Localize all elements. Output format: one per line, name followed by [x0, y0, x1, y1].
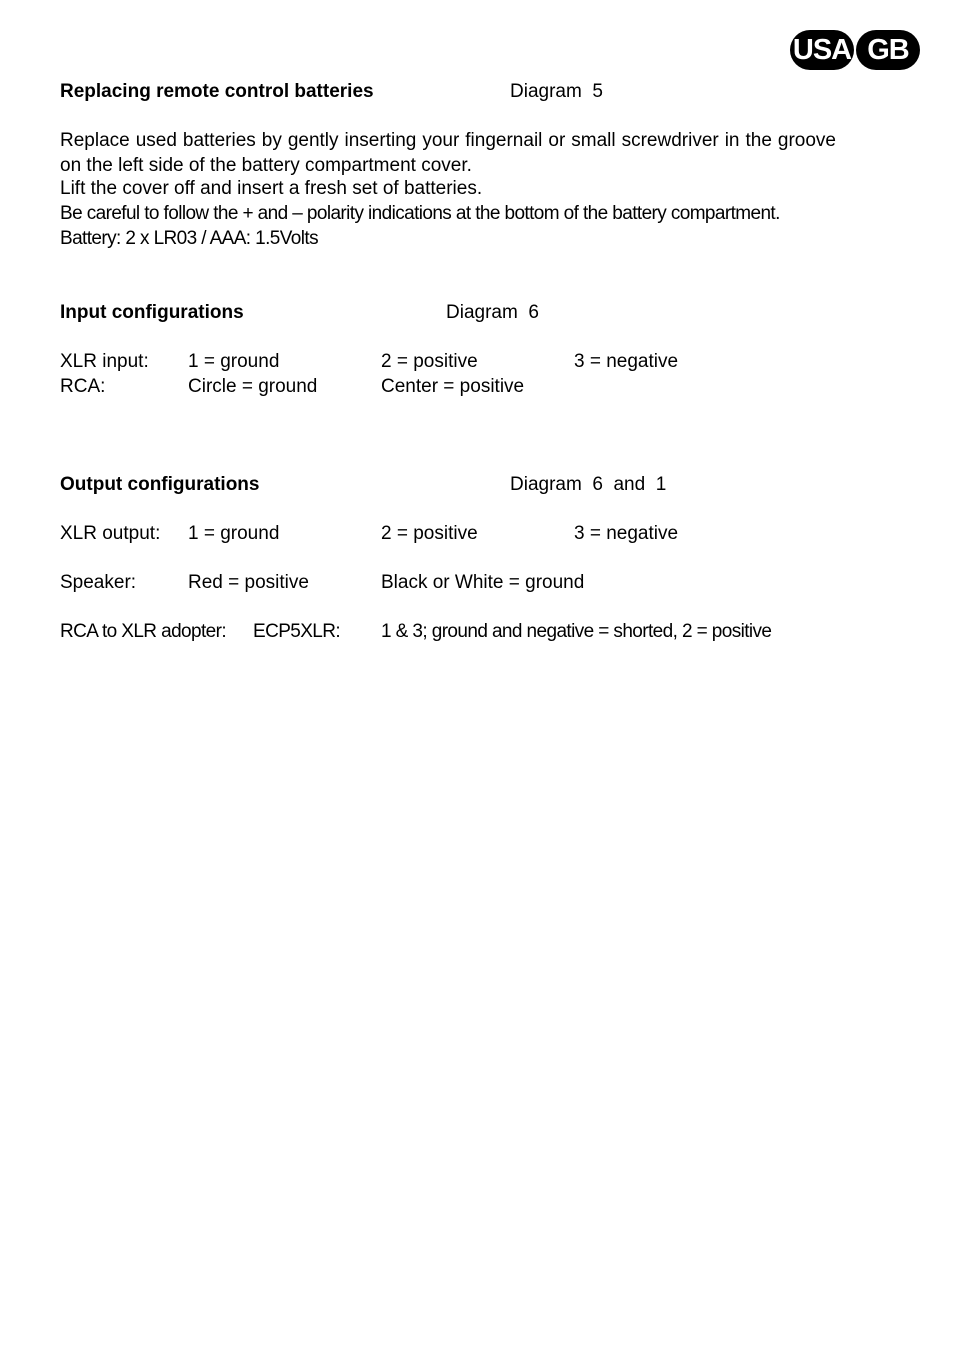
row-col2: Black or White = ground [381, 572, 585, 593]
gb-badge: GB [856, 30, 920, 70]
row-col1: Circle = ground [188, 376, 318, 397]
output-heading: Output configurations [60, 474, 260, 495]
input-heading: Input configurations [60, 302, 244, 323]
batteries-type-line: Battery: 2 x LR03 / AAA: 1.5Volts [60, 228, 318, 249]
batteries-heading: Replacing remote control batteries [60, 81, 374, 102]
row-col1: Red = positive [188, 572, 309, 593]
row-label: XLR output: [60, 523, 161, 544]
row-label: RCA: [60, 376, 106, 397]
row-col2: 2 = positive [381, 523, 478, 544]
batteries-diagram-ref: Diagram 5 [510, 81, 603, 102]
batteries-polarity-line: Be careful to follow the + and – polarity indications at the bottom of the battery compartment. [60, 203, 780, 224]
batteries-paragraph: Replace used batteries by gently inserting your fingernail or small screwdriver in the groove on the left side of the battery compartment cover. [60, 130, 836, 176]
row-label: XLR input: [60, 351, 149, 372]
row-col3: 3 = negative [574, 523, 679, 544]
row-col1: 1 = ground [188, 351, 280, 372]
row-label: Speaker: [60, 572, 137, 593]
row-col1: 1 = ground [188, 523, 280, 544]
output-diagram-ref: Diagram 6 and 1 [510, 474, 667, 495]
batteries-lift-line: Lift the cover off and insert a fresh set of batteries. [60, 178, 483, 199]
usa-badge: USA [790, 30, 854, 70]
row-col3: 3 = negative [574, 351, 679, 372]
input-diagram-ref: Diagram 6 [446, 302, 539, 323]
row-col2: Center = positive [381, 376, 525, 397]
adapter-description: 1 & 3; ground and negative = shorted, 2 = positive [381, 621, 772, 642]
row-label: RCA to XLR adopter: [60, 621, 227, 642]
row-col2: 2 = positive [381, 351, 478, 372]
adapter-model: ECP5XLR: [253, 621, 341, 642]
